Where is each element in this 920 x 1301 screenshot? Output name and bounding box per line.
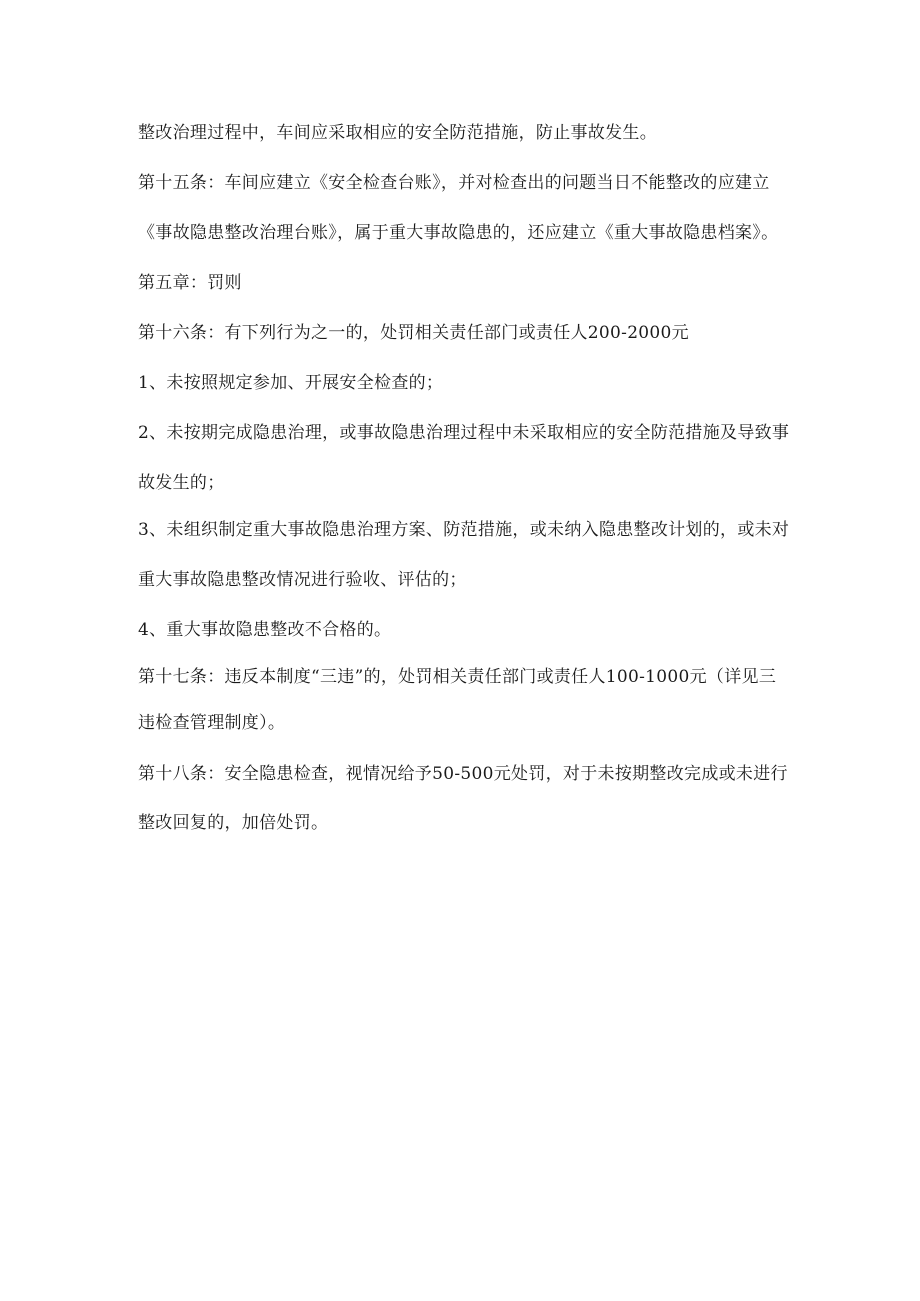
- article-15-line-2: 《事故隐患整改治理台账》，属于重大事故隐患的，还应建立《重大事故隐患档案》。: [138, 223, 779, 243]
- list-item-1: 1、未按照规定参加、开展安全检查的；: [138, 373, 444, 393]
- article-17-line-1: 第十七条：违反本制度“三违”的，处罚相关责任部门或责任人100-1000元（详见三: [138, 667, 777, 687]
- article-16-line: 第十六条：有下列行为之一的，处罚相关责任部门或责任人200-2000元: [138, 323, 689, 343]
- article-15-line-1: 第十五条：车间应建立《安全检查台账》，并对检查出的问题当日不能整改的应建立: [138, 173, 770, 193]
- list-item-2-line-2: 故发生的；: [138, 473, 225, 493]
- article-18-line-2: 整改回复的，加倍处罚。: [138, 813, 329, 833]
- article-18-line-1: 第十八条：安全隐患检查，视情况给予50-500元处罚，对于未按期整改完成或未进行: [138, 764, 788, 784]
- paragraph-line: 整改治理过程中，车间应采取相应的安全防范措施，防止事故发生。: [138, 123, 657, 143]
- article-17-line-2: 违检查管理制度）。: [138, 713, 286, 733]
- list-item-2-line-1: 2、未按期完成隐患治理，或事故隐患治理过程中未采取相应的安全防范措施及导致事: [138, 423, 790, 443]
- list-item-4: 4、重大事故隐患整改不合格的。: [138, 620, 392, 640]
- chapter-heading: 第五章：罚则: [138, 273, 242, 293]
- list-item-3-line-1: 3、未组织制定重大事故隐患治理方案、防范措施，或未纳入隐患整改计划的，或未对: [138, 520, 790, 540]
- list-item-3-line-2: 重大事故隐患整改情况进行验收、评估的；: [138, 570, 467, 590]
